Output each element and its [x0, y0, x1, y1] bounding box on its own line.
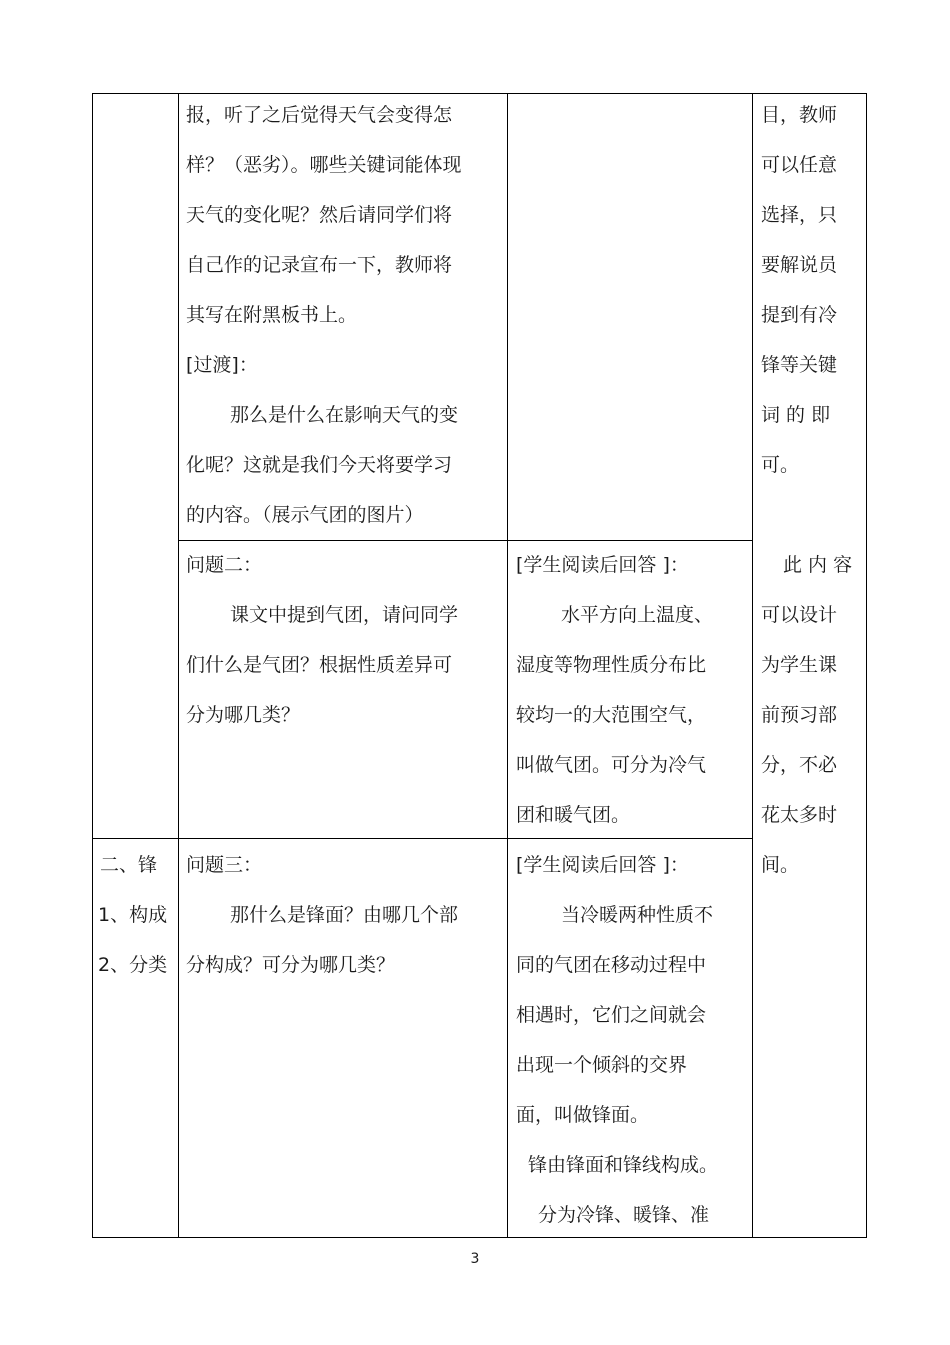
- student-label: [学生阅读后回答 ]：: [516, 854, 689, 876]
- table-bottom-border: [92, 1237, 867, 1238]
- page-number: 3: [470, 1251, 480, 1267]
- note-line: 词 的 即: [761, 404, 831, 426]
- student-line: 湿度等物理性质分布比: [516, 654, 707, 676]
- note-line: 间。: [761, 854, 800, 876]
- column-divider-2: [507, 93, 508, 1238]
- content-line: 其写在附黑板书上。: [186, 304, 358, 326]
- note-line: 分，不必: [761, 754, 838, 776]
- note-line: 提到有冷: [761, 304, 838, 326]
- note-line: 可以设计: [761, 604, 838, 626]
- student-line: 同的气团在移动过程中: [516, 954, 707, 976]
- content-line: 天气的变化呢？然后请同学们将: [186, 204, 453, 226]
- note-line: 目，教师: [761, 104, 838, 126]
- table-top-border: [92, 93, 867, 94]
- section-heading: 二、锋: [100, 854, 158, 876]
- row1-bottom-border: [178, 540, 752, 541]
- content-line: 那什么是锋面？由哪几个部: [230, 904, 459, 926]
- content-line: 化呢？这就是我们今天将要学习: [186, 454, 453, 476]
- section-subitem: 1、构成: [98, 904, 168, 926]
- note-line: 此 内 容: [783, 554, 853, 576]
- content-line: 样？（恶劣）。哪些关键词能体现: [186, 154, 462, 176]
- content-line: 那么是什么在影响天气的变: [230, 404, 459, 426]
- note-line: 花太多时: [761, 804, 838, 826]
- section-subitem: 2、分类: [98, 954, 168, 976]
- student-line: 分为冷锋、暖锋、准: [538, 1204, 710, 1226]
- student-line: 面，叫做锋面。: [516, 1104, 650, 1126]
- note-line: 可以任意: [761, 154, 838, 176]
- content-line: 课文中提到气团，请问同学: [230, 604, 459, 626]
- content-line: 自己作的记录宣布一下，教师将: [186, 254, 453, 276]
- student-line: 团和暖气团。: [516, 804, 631, 826]
- student-line: 当冷暖两种性质不: [561, 904, 714, 926]
- table-right-border: [866, 93, 867, 1238]
- note-line: 为学生课: [761, 654, 838, 676]
- transition-label: [过渡]：: [186, 354, 258, 376]
- content-line: 报，听了之后觉得天气会变得怎: [186, 104, 453, 126]
- note-line: 选择，只: [761, 204, 838, 226]
- content-line: 分构成？可分为哪几类？: [186, 954, 396, 976]
- note-line: 要解说员: [761, 254, 838, 276]
- student-line: 锋由锋面和锋线构成。: [528, 1154, 719, 1176]
- content-line: 们什么是气团？根据性质差异可: [186, 654, 453, 676]
- row2-bottom-border: [92, 838, 753, 839]
- student-line: 相遇时，它们之间就会: [516, 1004, 707, 1026]
- column-divider-3: [752, 93, 753, 1238]
- note-line: 锋等关键: [761, 354, 838, 376]
- table-left-border: [92, 93, 93, 1238]
- question-label: 问题二：: [186, 554, 263, 576]
- student-line: 较均一的大范围空气，: [516, 704, 707, 726]
- note-line: 前预习部: [761, 704, 838, 726]
- content-line: 的内容。（展示气团的图片）: [186, 504, 424, 526]
- content-line: 分为哪几类？: [186, 704, 301, 726]
- student-label: [学生阅读后回答 ]：: [516, 554, 689, 576]
- student-line: 叫做气团。可分为冷气: [516, 754, 707, 776]
- note-line: 可。: [761, 454, 800, 476]
- student-line: 出现一个倾斜的交界: [516, 1054, 688, 1076]
- question-label: 问题三：: [186, 854, 263, 876]
- column-divider-1: [178, 93, 179, 1238]
- student-line: 水平方向上温度、: [561, 604, 714, 626]
